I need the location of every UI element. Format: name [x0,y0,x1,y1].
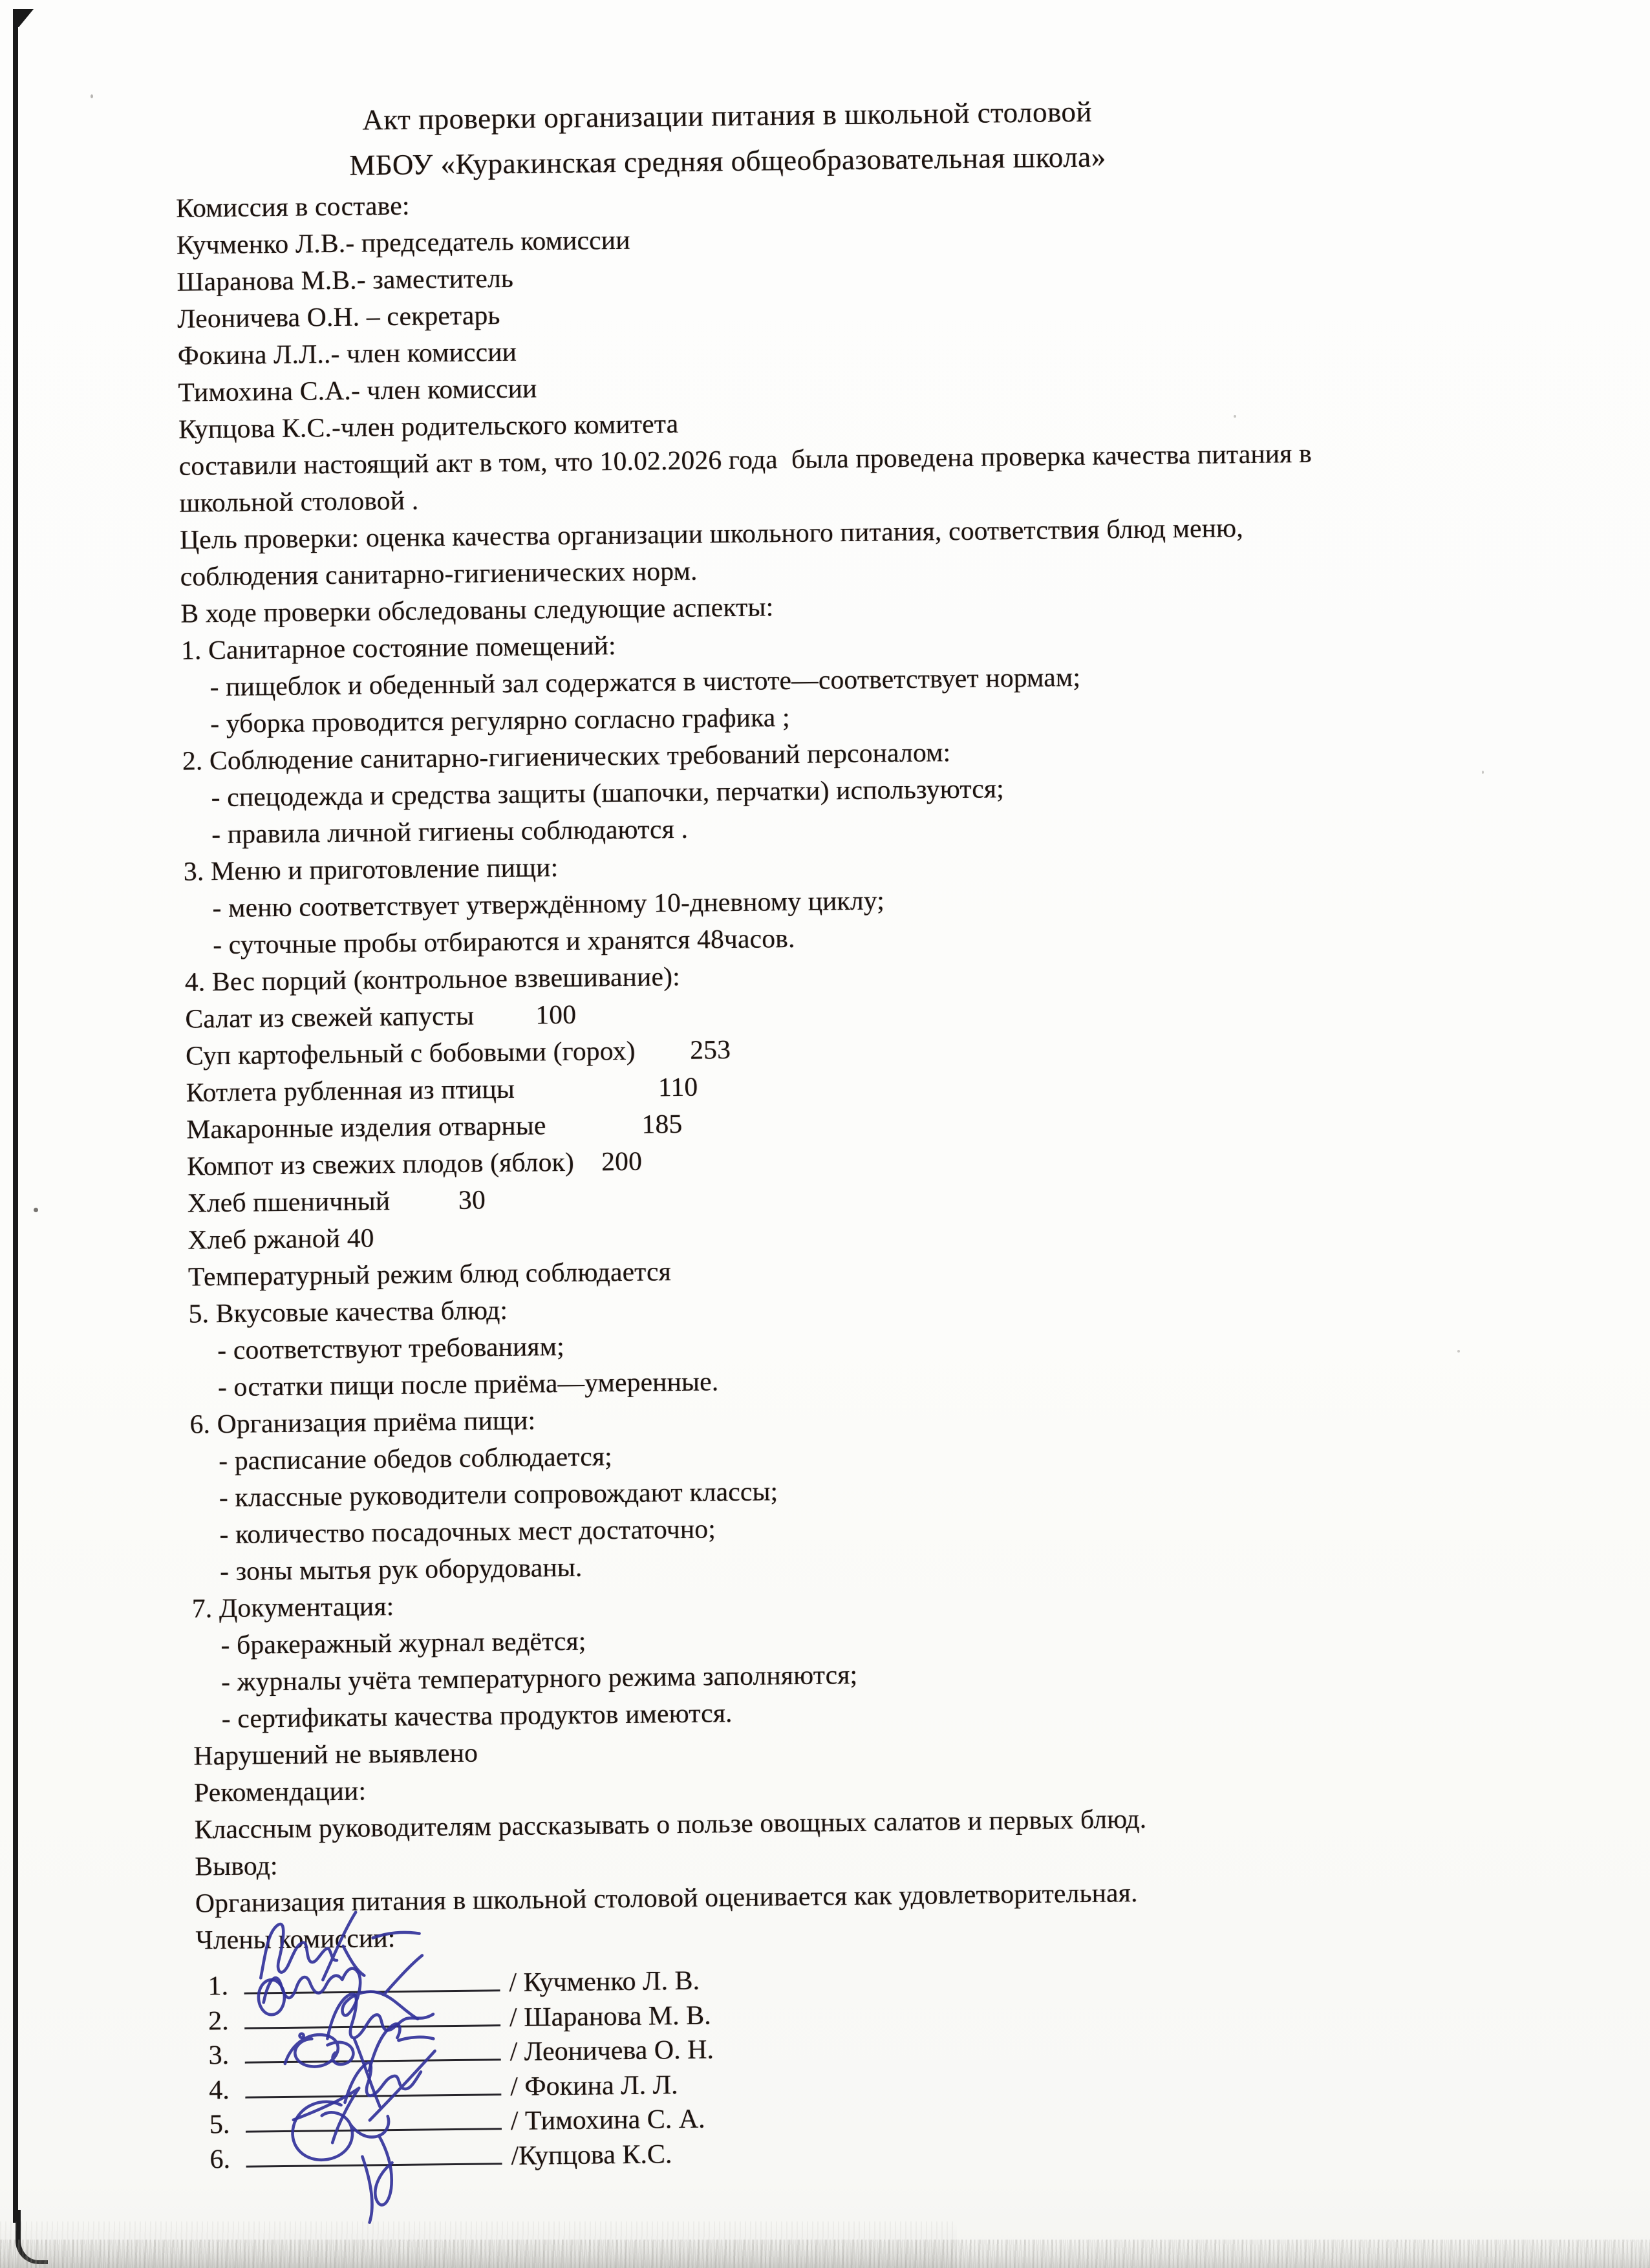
document-line: - сертификаты качества продуктов имеются. [221,1698,733,1734]
document-line: 5. Вкусовые качества блюд: [188,1295,508,1329]
signature-name: / Шаранова М. В. [509,2000,711,2033]
document-line: - классные руководители сопровождают классы; [219,1476,778,1513]
signature-name: / Тимохина С. А. [510,2104,705,2137]
document-line: 1. Санитарное состояние помещений: [180,630,616,665]
document-line: - меню соответствует утверждённому 10-дневному циклу; [212,885,885,923]
document-title-line: МБОУ «Куракинская средняя общеобразовательная школа» [349,140,1106,182]
document-line: Организация питания в школьной столовой оценивается как удовлетворительная. [195,1878,1138,1918]
document-line: Купцова К.С.-член родительского комитета [178,408,679,444]
document-line: Салат из свежей капусты 100 [185,999,577,1034]
document-line: - спецодежда и средства защиты (шапочки, перчатки) используются; [211,773,1005,813]
document-line: Вывод: [195,1850,278,1881]
signature-name: / Кучменко Л. В. [509,1965,700,1998]
document-line: 3. Меню и приготовление пищи: [183,852,559,886]
document-line: составили настоящий акт в том, что 10.02.2026 года была проведена проверка качества питания в [178,438,1312,481]
document-title-line: Акт проверки организации питания в школьной столовой [362,95,1093,136]
document-line: 7. Документация: [191,1591,394,1623]
document-line: Котлета рубленная из птицы 110 [186,1071,698,1107]
signature-name: / Фокина Л. Л. [509,2070,678,2102]
document-line: Компот из свежих плодов (яблок) 200 [186,1146,643,1181]
document-line: - уборка проводится регулярно согласно графика ; [210,702,790,739]
document-line: Нарушений не выявлено [193,1737,478,1771]
document-line: Леоничева О.Н. – секретарь [177,300,500,334]
document-line: Шаранова М.В.- заместитель [177,262,514,297]
document-line: соблюдения санитарно-гигиенических норм. [180,555,698,592]
document-line: Макаронные изделия отварные 185 [186,1108,683,1144]
signature-list [20,1948,1650,2174]
document-line: - остатки пищи после приёма—умеренные. [217,1366,719,1402]
document-line: школьной столовой . [179,485,419,518]
signature-underline [246,2134,502,2167]
document-line: - правила личной гигиены соблюдаются . [211,813,689,850]
document-line: 6. Организация приёма пищи: [189,1405,536,1439]
document-line: Фокина Л.Л..- член комиссии [177,336,517,370]
document-line: Хлеб пшеничный 30 [187,1184,486,1218]
document-line: - бракеражный журнал ведётся; [220,1625,586,1660]
signature-name: /Купцова К.С. [511,2139,672,2171]
document-body [0,173,1650,1961]
document-line: - журналы учёта температурного режима заполняются; [220,1659,858,1697]
signature-number: 5. [209,2109,230,2140]
document-line: - суточные пробы отбираются и хранятся 48часов. [212,923,795,960]
document-line: Рекомендации: [193,1775,367,1808]
document-line: Члены комиссии: [195,1923,396,1955]
document-line: - количество посадочных мест достаточно; [219,1514,716,1550]
document-line: Суп картофельный с бобовыми (горох) 253 [185,1034,731,1071]
signature-number: 4. [208,2075,230,2105]
document-line: 4. Вес порций (контрольное взвешивание): [184,961,681,997]
document-line: Хлеб ржаной 40 [188,1223,374,1255]
handwritten-signature-icon [264,2075,544,2188]
signature-number: 3. [208,2040,230,2071]
document-line: Цель проверки: оценка качества организации школьного питания, соответствия блюд меню, [179,513,1244,555]
document-line: - пищеблок и обеденный зал содержатся в чистоте—соответствует нормам; [209,661,1081,702]
scan-bottom-noise-band-left [0,2221,957,2268]
document-line: 2. Соблюдение санитарно-гигиенических требований персоналом: [182,737,951,776]
signature-number: 6. [209,2144,231,2174]
document-line: - расписание обедов соблюдается; [218,1441,613,1476]
document-line: Температурный режим блюд соблюдается [188,1256,672,1292]
signature-name: / Леоничева О. Н. [509,2035,714,2068]
document-line: Кучменко Л.В.- председатель комиссии [176,224,630,260]
document-line: Тимохина С.А.- член комиссии [178,373,537,407]
document-line: - зоны мытья рук оборудованы. [219,1552,583,1587]
document-line: Комиссия в составе: [175,190,410,223]
document-line: - соответствуют требованиям; [217,1331,565,1365]
signature-number: 1. [208,1971,229,2002]
document-line: В ходе проверки обследованы следующие аспекты: [180,592,774,628]
document-line: Классным руководителям рассказывать о пользе овощных салатов и первых блюд. [194,1803,1147,1845]
signature-number: 2. [208,2006,229,2036]
